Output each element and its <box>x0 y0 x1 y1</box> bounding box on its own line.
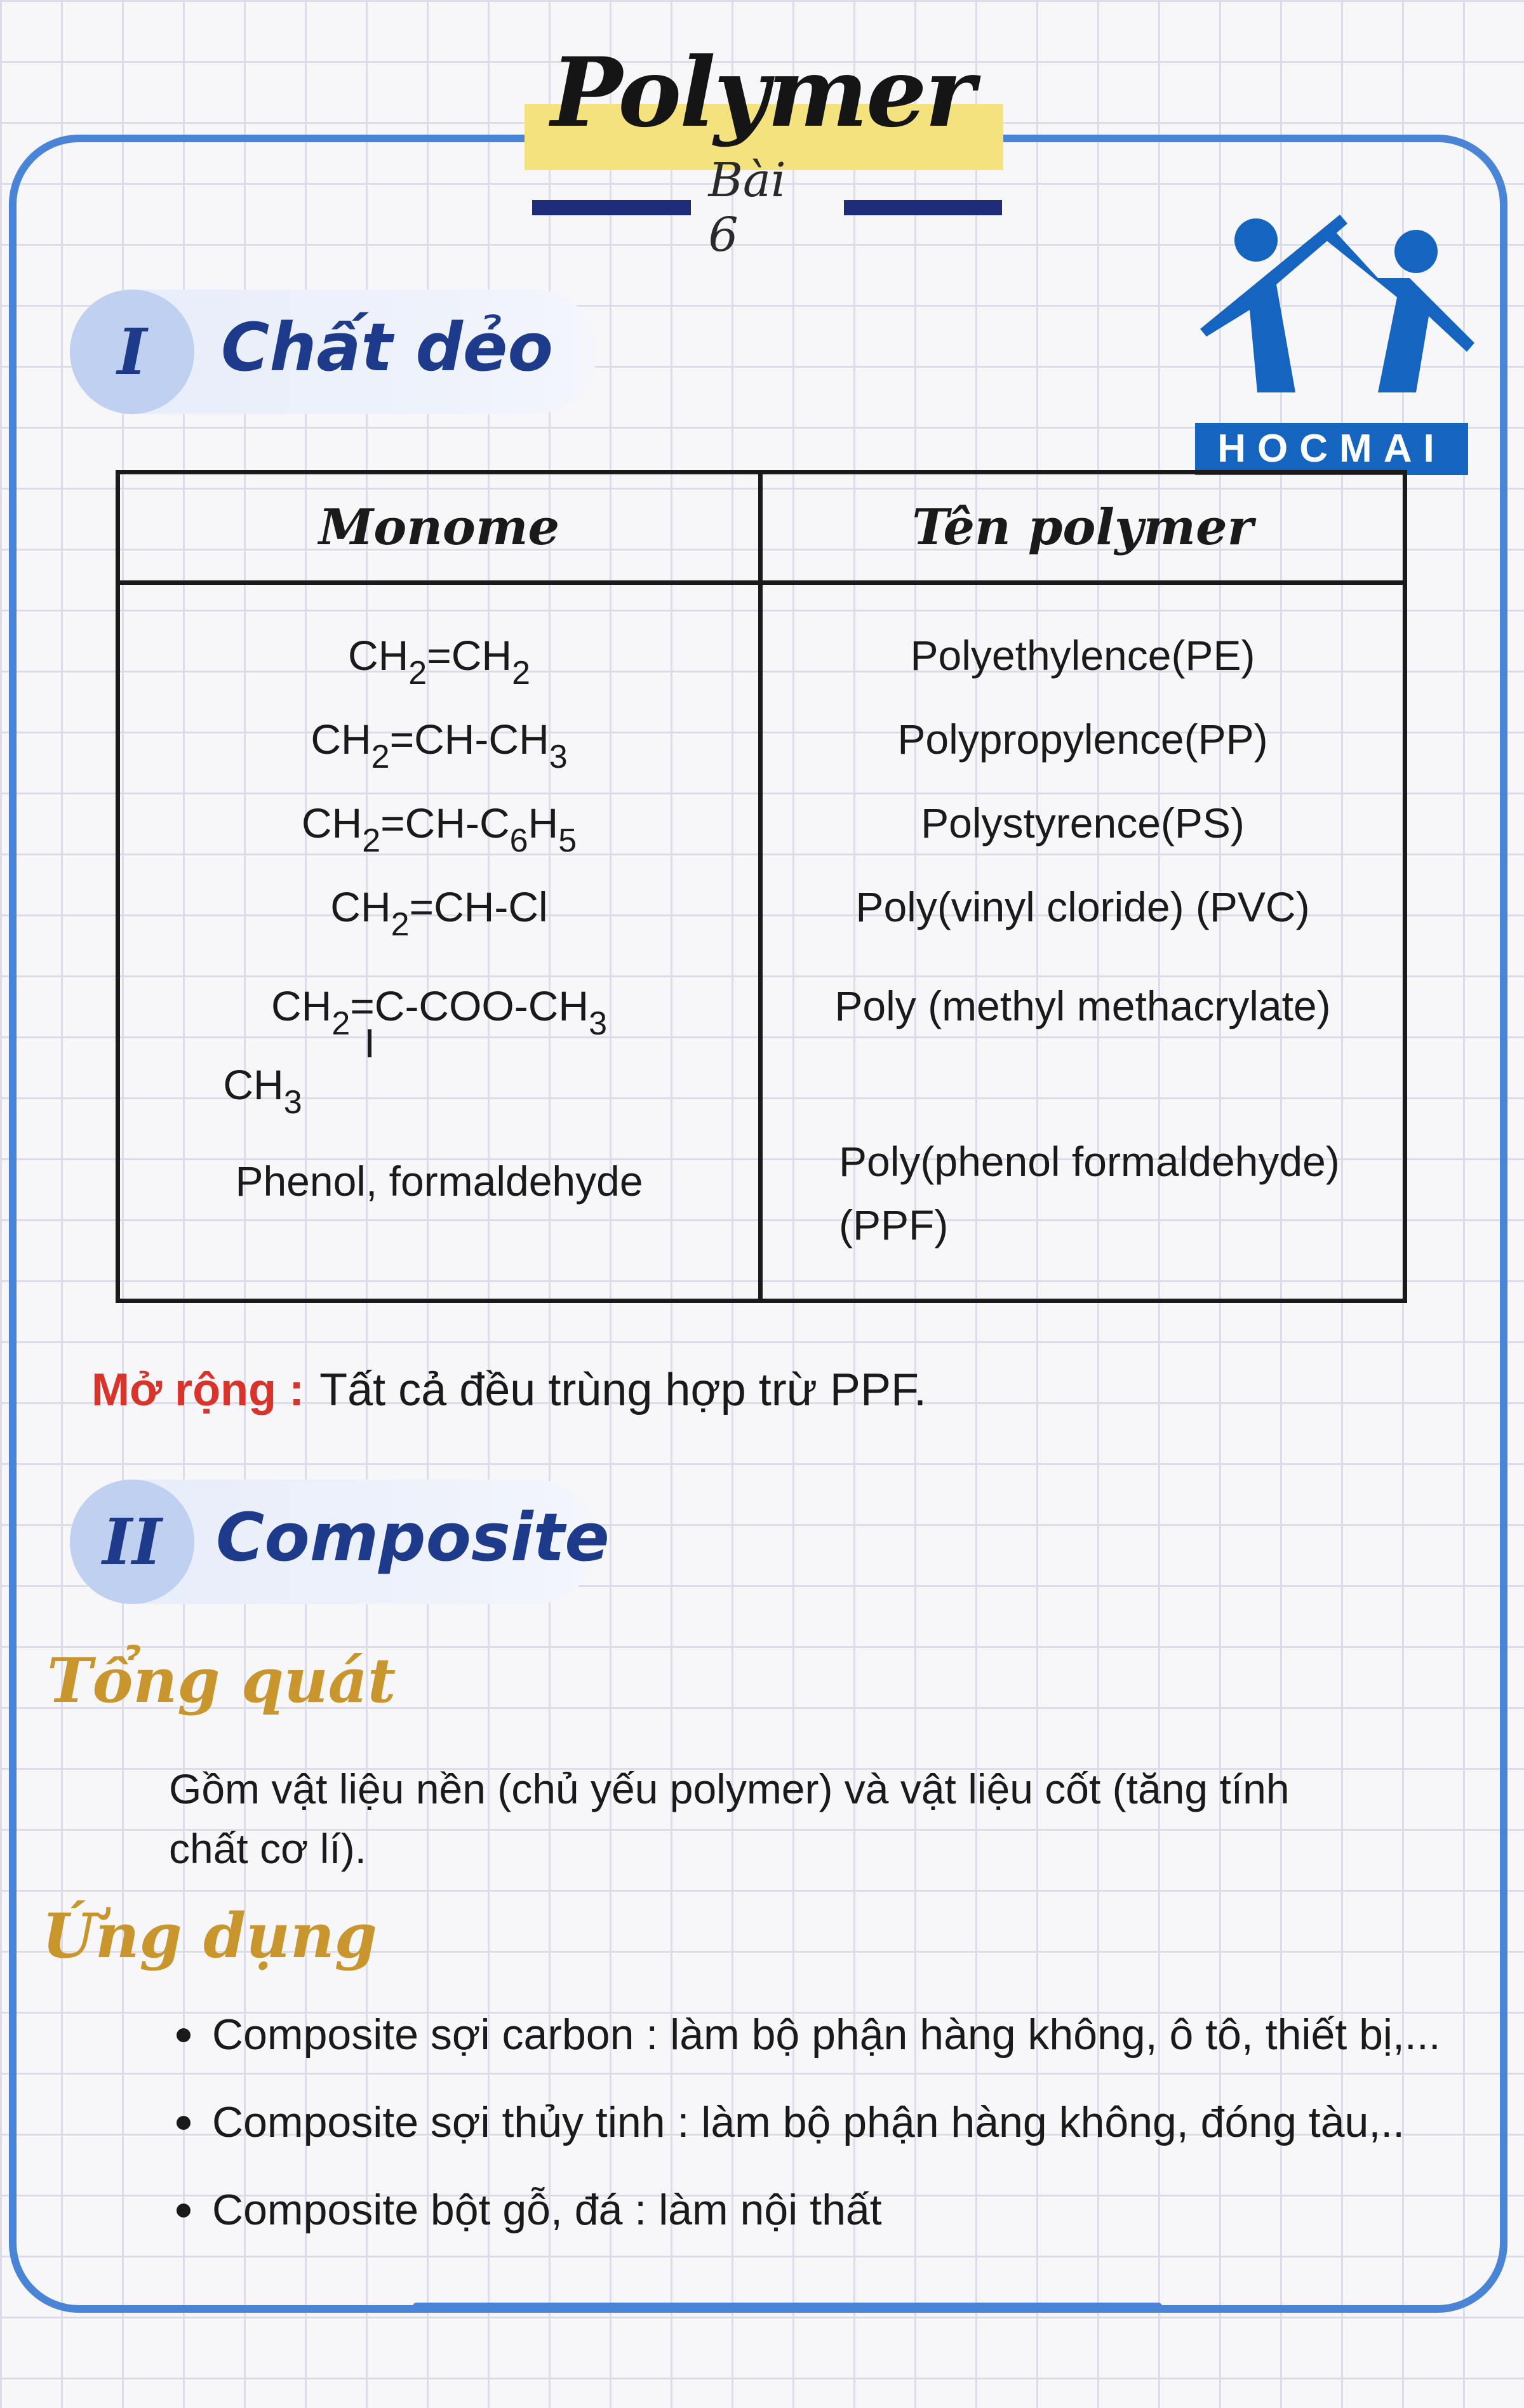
monomer-propylene <box>120 713 758 775</box>
section-2-title: Composite <box>216 1499 610 1576</box>
formula-part: =C-COO-CH <box>350 982 589 1029</box>
polymer-name-pe: Polyethylence(PE) <box>910 632 1255 679</box>
formula-subscript: 2 <box>408 655 427 692</box>
section-1-number: I <box>70 290 194 414</box>
formula-subscript: 2 <box>362 822 381 859</box>
general-line-1: Gồm vật liệu nền (chủ yếu polymer) và vật liệu cốt (tăng tính <box>169 1765 1290 1812</box>
table-header-polymer-name: Tên polymer <box>761 472 1405 583</box>
lesson-bar-right <box>844 200 1003 215</box>
general-line-2: chất cơ lí). <box>169 1825 367 1872</box>
formula-part: =CH <box>427 632 512 679</box>
formula-subscript: 6 <box>509 822 528 859</box>
formula-part: CH <box>301 799 363 846</box>
list-item: Composite bột gỗ, đá : làm nội thất <box>168 2184 1441 2235</box>
polymer-name-ppf-line2: (PPF) <box>839 1201 949 1248</box>
monomer-ethylene <box>120 629 758 692</box>
formula-part: CH <box>347 632 409 679</box>
formula-subscript: 2 <box>391 906 410 943</box>
formula-subscript: 3 <box>589 1005 607 1042</box>
list-item: Composite sợi carbon : làm bộ phận hàng không, ô tô, thiết bị,... <box>168 2009 1441 2060</box>
branch-bond-line <box>368 1029 371 1057</box>
logo-text: HOCMAI <box>1195 423 1468 475</box>
formula-subscript: 2 <box>331 1005 351 1042</box>
lesson-label <box>532 153 1002 262</box>
formula-subscript: 3 <box>549 739 568 775</box>
frame-bottom-accent <box>413 2303 1162 2310</box>
polymer-name-pvc: Poly(vinyl cloride) (PVC) <box>855 883 1310 930</box>
extend-label: Mở rộng : <box>91 1365 305 1415</box>
monomer-column <box>118 583 761 1301</box>
polymer-table <box>116 470 1407 1303</box>
formula-part: =CH-C <box>380 799 510 846</box>
formula-part: H <box>528 799 559 846</box>
extend-text: Tất cả đều trùng hợp trừ PPF. <box>319 1365 926 1415</box>
formula-subscript: 3 <box>283 1084 302 1121</box>
polymer-name-ps: Polystyrence(PS) <box>921 799 1245 846</box>
table-header-monome: Monome <box>118 472 761 583</box>
formula-part: CH <box>223 1061 284 1108</box>
monomer-phenol-formaldehyde: Phenol, formaldehyde <box>235 1158 643 1205</box>
application-heading: Ứng dụng <box>42 1900 377 1972</box>
formula-subscript: 5 <box>558 822 577 859</box>
formula-part: =CH-Cl <box>409 883 548 930</box>
section-2-number: II <box>70 1480 194 1604</box>
monomer-vinyl-chloride <box>120 881 758 943</box>
page-title: Polymer <box>551 37 973 149</box>
formula-subscript: 2 <box>371 739 390 775</box>
monomer-methyl-branch <box>0 1059 582 1121</box>
hocmai-logo <box>1187 202 1480 475</box>
general-heading: Tổng quát <box>47 1645 396 1716</box>
application-list <box>168 2009 1441 2272</box>
polymer-name-ppf <box>839 1130 1410 1257</box>
polymer-name-column <box>761 583 1405 1301</box>
formula-part: CH <box>330 883 391 930</box>
general-paragraph <box>169 1759 1426 1878</box>
logo-figures-icon <box>1187 202 1480 424</box>
list-item: Composite sợi thủy tinh : làm bộ phận hàng không, đóng tàu,.. <box>168 2097 1441 2148</box>
formula-part: CH <box>271 982 332 1029</box>
section-1-title: Chất dẻo <box>221 309 553 386</box>
formula-part: =CH-CH <box>389 716 549 763</box>
polymer-name-pmma: Poly (methyl methacrylate) <box>834 982 1331 1029</box>
polymer-name-pp: Polypropylence(PP) <box>897 716 1268 763</box>
lesson-bar-left <box>532 200 691 215</box>
lesson-text: Bài 6 <box>708 153 786 262</box>
extend-note <box>91 1364 926 1416</box>
monomer-methyl-methacrylate <box>120 980 758 1042</box>
polymer-name-ppf-line1: Poly(phenol formaldehyde) <box>839 1138 1340 1185</box>
formula-subscript: 2 <box>512 655 531 692</box>
formula-part: CH <box>311 716 371 763</box>
monomer-styrene <box>120 797 758 859</box>
